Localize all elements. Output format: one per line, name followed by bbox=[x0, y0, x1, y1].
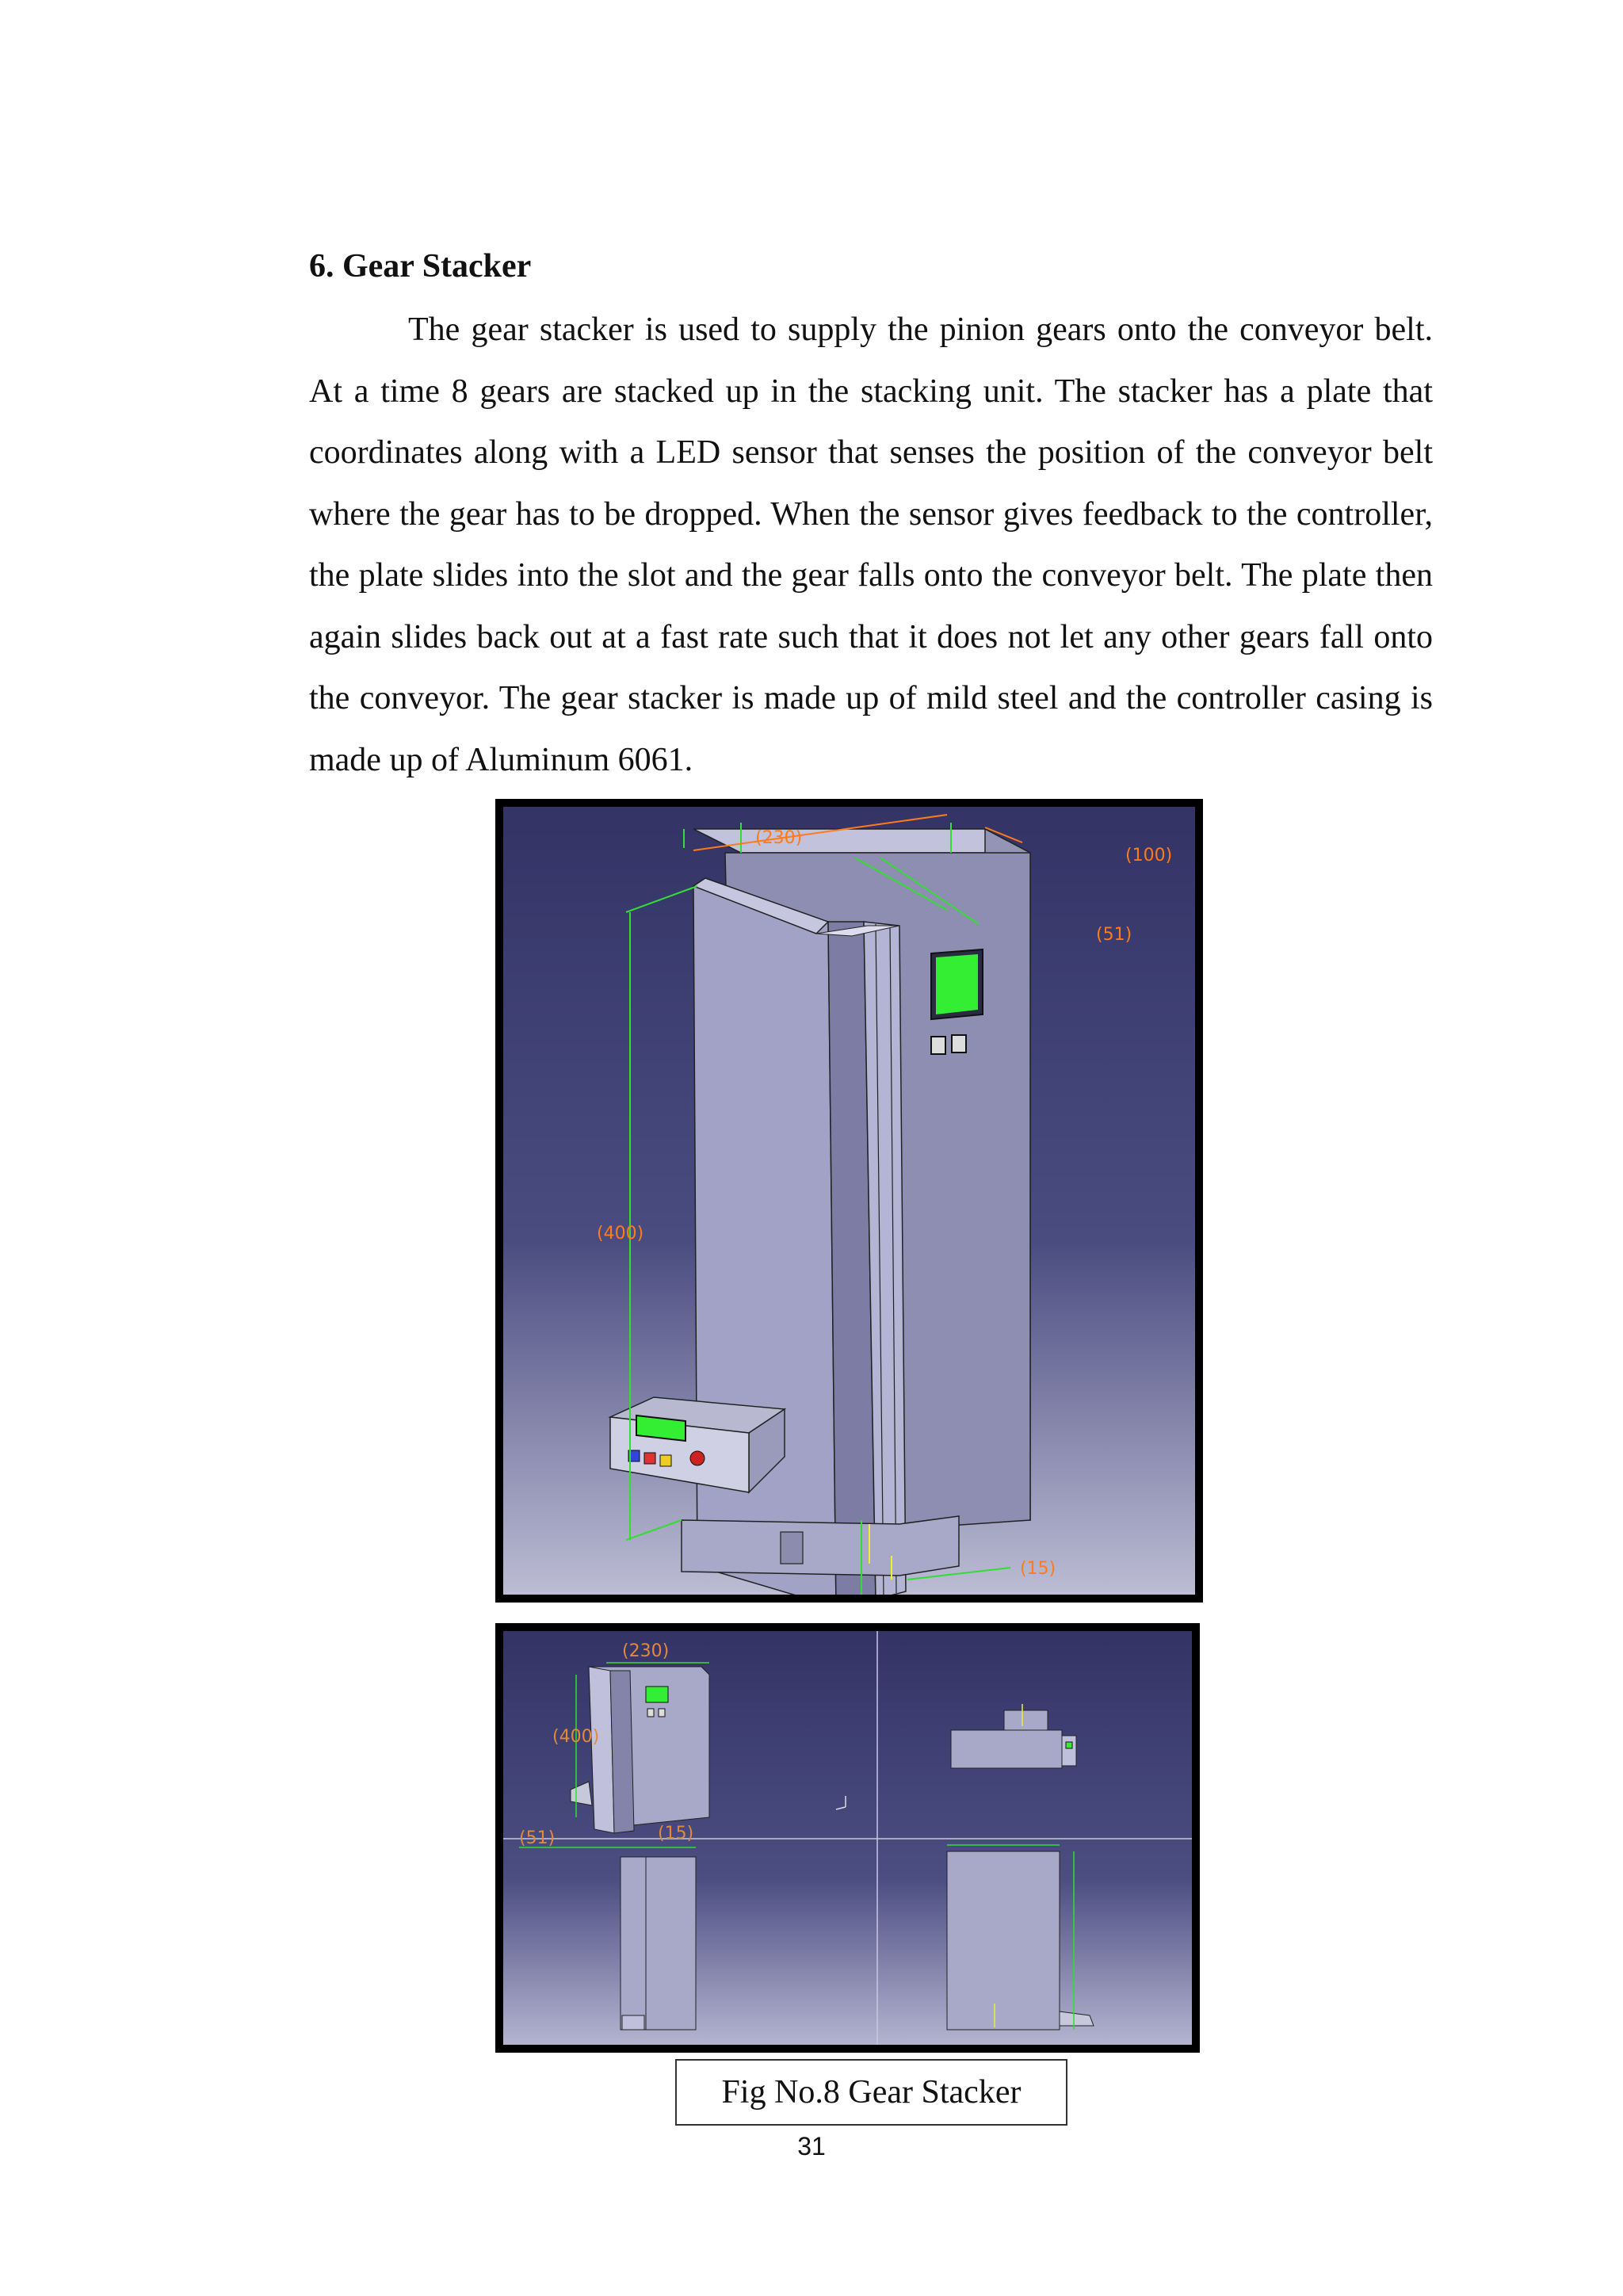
views-dim-slot-label: (51) bbox=[519, 1828, 556, 1848]
gear-stacker-views-figure bbox=[495, 1623, 1200, 2053]
section-heading: 6. Gear Stacker bbox=[309, 248, 532, 285]
dim-base-label: (15) bbox=[1020, 1559, 1056, 1579]
dim-width-label: (230) bbox=[755, 828, 803, 848]
section-paragraph: The gear stacker is used to supply the pinion gears onto the conveyor belt. At a time 8 gears are stacked up in the stacking unit. The stacker has a plate that coordinates along with a LED sensor that senses the position of the conveyor belt where the gear has to be dropped. When the sensor gives feedback to the controller, the plate slides into the slot and the gear falls onto the conveyor belt. The plate then again slides back out at a fast rate such that it does not let any other gears fall onto the conveyor. The gear stacker is made up of mild steel and the controller casing is made up of Aluminum 6061. bbox=[309, 311, 1433, 778]
dim-depth-label: (100) bbox=[1125, 846, 1173, 865]
views-dim-base-label: (15) bbox=[658, 1824, 694, 1843]
page-number: 31 bbox=[797, 2132, 826, 2160]
views-dim-height-label: (400) bbox=[552, 1727, 600, 1747]
dim-height-label: (400) bbox=[597, 1224, 644, 1244]
gear-stacker-isometric-figure bbox=[495, 799, 1203, 1603]
dim-slot-label: (51) bbox=[1096, 925, 1132, 945]
figure-caption: Fig No.8 Gear Stacker bbox=[675, 2059, 1067, 2126]
views-dim-width-label: (230) bbox=[622, 1641, 670, 1661]
